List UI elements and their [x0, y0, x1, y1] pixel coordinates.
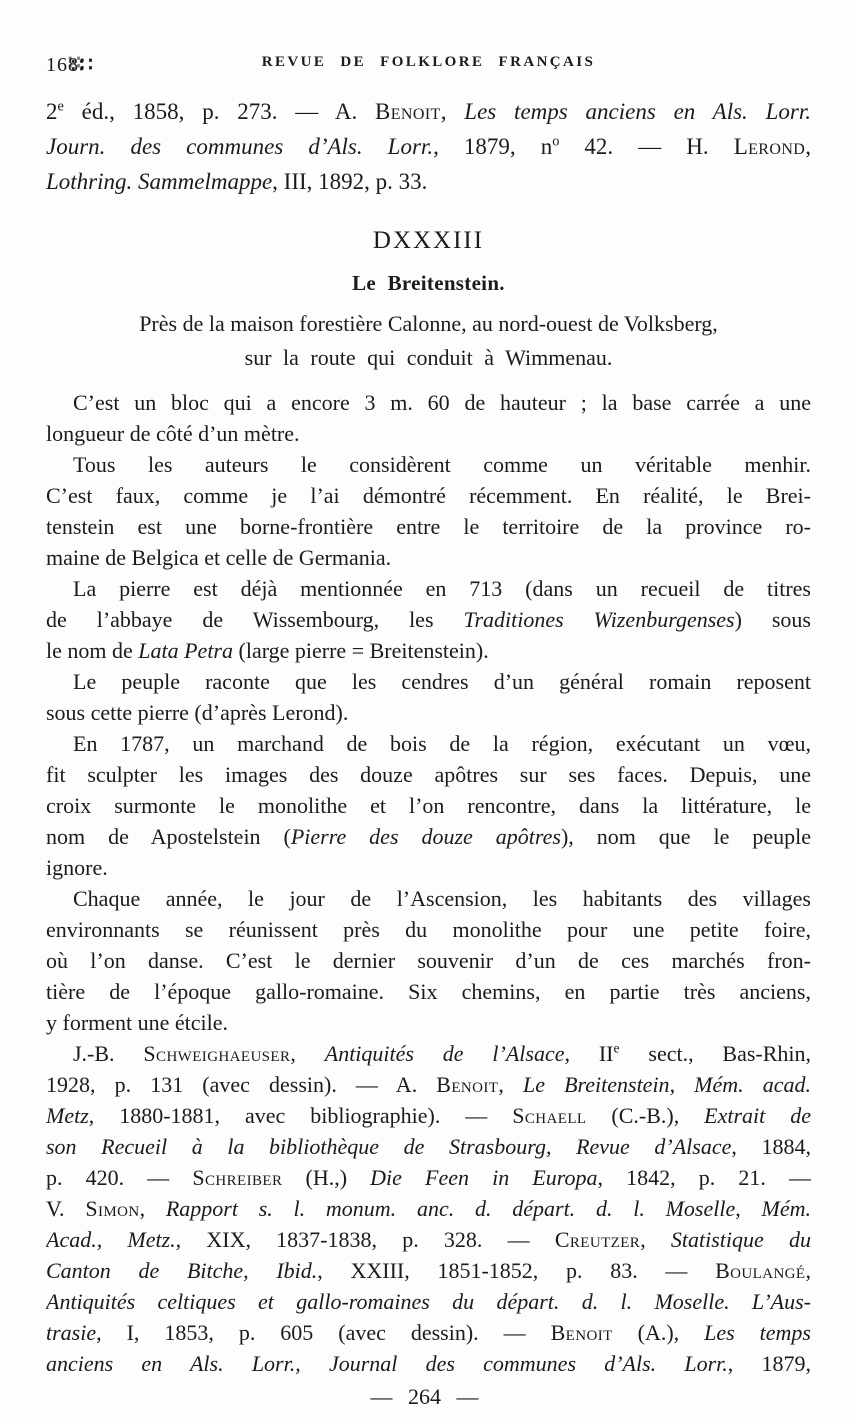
text-segment: , 1884, — [731, 1134, 811, 1159]
text-line — [46, 759, 811, 790]
text-segment: nom de Apostelstein ( — [46, 824, 291, 849]
paragraph — [46, 387, 811, 449]
text-segment: son Recueil à la bibliothèque de Strasbourg, Revue d’Alsace — [46, 1134, 732, 1159]
text-segment: Schreiber — [192, 1165, 283, 1190]
text-segment: sect., Bas-Rhin, — [619, 1041, 811, 1066]
text-segment: , — [735, 1196, 762, 1221]
text-segment: Tous les auteurs le considèrent comme un véritable menhir. — [73, 452, 811, 477]
text-segment: Lata Petra — [138, 638, 233, 663]
text-segment: de l’abbaye de Wissembourg, les — [46, 607, 464, 632]
text-segment: J.-B. — [73, 1041, 144, 1066]
text-line — [46, 728, 811, 759]
text-segment: C’est faux, comme je l’ai démontré récemment. En réalité, le Brei- — [46, 483, 811, 508]
paragraph — [46, 573, 811, 666]
text-segment: , 1879, — [727, 1351, 811, 1376]
text-line — [46, 418, 811, 449]
text-line — [46, 635, 811, 666]
text-segment: Benoit — [375, 99, 441, 124]
text-segment: , 1842, p. 21. — — [597, 1165, 811, 1190]
text-line — [46, 341, 811, 375]
text-segment: 42. — H. — [559, 134, 734, 159]
text-segment: (large pierre = Breitenstein). — [233, 638, 489, 663]
text-segment: , I, 1853, p. 605 (avec dessin). — — [96, 1320, 551, 1345]
text-segment: p. 420. — — [46, 1165, 193, 1190]
text-segment: 2 — [46, 99, 58, 124]
text-segment: (A.), — [612, 1320, 705, 1345]
text-segment: Le Breitenstein — [522, 1072, 670, 1097]
text-segment: sur la route qui conduit à Wimmenau. — [244, 345, 613, 370]
text-line — [46, 449, 811, 480]
text-segment: ignore. — [46, 855, 108, 880]
text-line — [46, 387, 811, 418]
text-segment: où l’on danse. C’est le dernier souvenir d’un de ces marchés fron- — [46, 948, 811, 973]
text-segment: , 1880-1881, avec bibliographie). — — [88, 1103, 513, 1128]
page-number-text: 168 — [46, 54, 79, 76]
text-line — [46, 945, 811, 976]
text-segment: V. — [46, 1196, 86, 1221]
page-number — [46, 52, 94, 77]
text-segment: Les temps anciens en Als. Lorr. — [464, 99, 811, 124]
text-segment: éd., 1858, p. 273. — A. — [63, 99, 375, 124]
text-line — [46, 1193, 811, 1224]
text-segment: environnants se réunissent près du monolithe pour une petite foire, — [46, 917, 811, 942]
text-segment: tenstein est une borne-frontière entre le territoire de la province ro- — [46, 514, 811, 539]
paragraph — [46, 728, 811, 883]
text-segment: e — [57, 98, 64, 115]
text-segment: Boulangé — [715, 1258, 806, 1283]
entry-title: Le Breitenstein. — [352, 271, 505, 295]
text-line — [46, 790, 811, 821]
text-line — [46, 1286, 811, 1317]
text-segment: ), nom que le peuple — [560, 824, 811, 849]
text-segment: Traditiones Wizenburgenses — [463, 607, 735, 632]
text-line — [46, 697, 811, 728]
text-line — [46, 94, 811, 129]
text-segment: o — [552, 133, 560, 150]
text-line — [46, 666, 811, 697]
text-segment: croix surmonte le monolithe et l’on rencontre, dans la littérature, le — [46, 793, 811, 818]
text-segment: Antiquités celtiques et gallo-romaines du départ. d. l. Moselle. L’Aus- — [46, 1289, 811, 1314]
text-segment: Schweighaeuser — [143, 1041, 291, 1066]
text-segment: En 1787, un marchand de bois de la région, exécutant un vœu, — [73, 731, 811, 756]
text-segment: C’est un bloc qui a encore 3 m. 60 de hauteur ; la base carrée a une — [73, 390, 811, 415]
entry-number: DXXXIII — [372, 227, 485, 254]
text-segment: anciens en Als. Lorr., Journal des communes d’Als. Lorr. — [46, 1351, 728, 1376]
text-segment: , — [805, 1258, 811, 1283]
text-segment: Metz — [46, 1103, 89, 1128]
text-segment: Les temps — [704, 1320, 811, 1345]
paragraph — [46, 1038, 811, 1379]
text-segment: (H.,) — [282, 1165, 371, 1190]
text-segment: trasie — [46, 1320, 97, 1345]
text-segment: sous cette pierre (d’après Lerond). — [46, 700, 349, 725]
text-line — [46, 976, 811, 1007]
entry-location — [46, 307, 811, 375]
page-footer: — 264 — — [370, 1384, 479, 1409]
text-segment: Chaque année, le jour de l’Ascension, les habitants des villages — [73, 886, 811, 911]
text-segment: , XXIII, 1851-1852, p. 83. — — [317, 1258, 716, 1283]
text-segment: Statistique du — [670, 1227, 811, 1252]
text-line — [46, 1038, 811, 1069]
text-segment: e — [613, 1040, 620, 1056]
text-segment: , — [139, 1196, 166, 1221]
text-line — [46, 821, 811, 852]
text-segment: Benoit — [436, 1072, 499, 1097]
paragraph — [46, 883, 811, 1038]
text-segment: , 1879, n — [433, 134, 553, 159]
text-segment: Antiquités de l’Alsace — [324, 1041, 565, 1066]
text-segment: Simon — [85, 1196, 140, 1221]
text-segment: , — [669, 1072, 695, 1097]
entry-body — [46, 387, 811, 1379]
text-line — [46, 1317, 811, 1348]
text-line — [46, 164, 811, 199]
text-segment: La pierre est déjà mentionnée en 713 (dans un recueil de titres — [73, 576, 811, 601]
text-line — [46, 573, 811, 604]
text-line — [46, 604, 811, 635]
text-segment: Acad., Metz. — [46, 1227, 176, 1252]
text-segment: Journ. des communes d’Als. Lorr. — [46, 134, 434, 159]
text-segment: maine de Belgica et celle de Germania. — [46, 545, 392, 570]
text-line — [46, 1162, 811, 1193]
text-segment: Schaell — [512, 1103, 587, 1128]
text-line — [46, 1255, 811, 1286]
ink-smudge: ∷ — [80, 52, 94, 76]
text-line — [46, 480, 811, 511]
text-line — [46, 1348, 811, 1379]
text-segment: fit sculpter les images des douze apôtres sur ses faces. Depuis, une — [46, 762, 811, 787]
text-line — [46, 542, 811, 573]
text-segment: Mém. acad. — [694, 1072, 811, 1097]
text-segment: Extrait de — [704, 1103, 811, 1128]
text-segment: ) sous — [734, 607, 811, 632]
text-segment: 1928, p. 131 (avec dessin). — A. — [46, 1072, 437, 1097]
text-segment: , — [290, 1041, 325, 1066]
text-segment: (C.-B.), — [586, 1103, 705, 1128]
text-segment: , II — [564, 1041, 614, 1066]
text-line — [46, 1100, 811, 1131]
text-line — [46, 1224, 811, 1255]
text-line — [46, 307, 811, 341]
text-segment: , — [440, 99, 465, 124]
page-header — [46, 50, 811, 78]
text-segment: Canton de Bitche, Ibid. — [46, 1258, 318, 1283]
text-line — [46, 852, 811, 883]
text-line — [46, 914, 811, 945]
paragraph — [46, 666, 811, 728]
text-segment: tière de l’époque gallo-romaine. Six chemins, en partie très anciens, — [46, 979, 811, 1004]
reference-continuation — [46, 94, 811, 199]
text-line — [46, 129, 811, 164]
text-segment: , III, 1892, p. 33. — [272, 169, 428, 194]
text-segment: Creutzer — [554, 1227, 641, 1252]
text-segment: Près de la maison forestière Calonne, au nord-ouest de Volksberg, — [139, 311, 718, 336]
text-line — [46, 1007, 811, 1038]
text-segment: Mém. — [761, 1196, 811, 1221]
text-line — [46, 883, 811, 914]
journal-title: REVUE DE FOLKLORE FRANÇAIS — [261, 54, 596, 70]
text-segment: Die Feen in Europa — [370, 1165, 598, 1190]
text-segment: Benoit — [550, 1320, 613, 1345]
text-segment: Pierre des douze apôtres — [290, 824, 561, 849]
text-segment: Rapport s. l. monum. anc. d. départ. d. l. Moselle — [165, 1196, 736, 1221]
text-segment: , — [498, 1072, 523, 1097]
text-segment: y forment une étcile. — [46, 1010, 229, 1035]
text-segment: , — [640, 1227, 671, 1252]
text-segment: le nom de — [46, 638, 139, 663]
text-line — [46, 1069, 811, 1100]
text-segment: , — [805, 134, 811, 159]
paragraph — [46, 449, 811, 573]
text-segment: Lothring. Sammelmappe — [46, 169, 273, 194]
text-segment: longueur de côté d’un mètre. — [46, 421, 300, 446]
text-line — [46, 1131, 811, 1162]
text-segment: Le peuple raconte que les cendres d’un général romain reposent — [73, 669, 811, 694]
text-line — [46, 511, 811, 542]
text-segment: , XIX, 1837-1838, p. 328. — — [175, 1227, 555, 1252]
text-segment: Lerond — [733, 134, 806, 159]
